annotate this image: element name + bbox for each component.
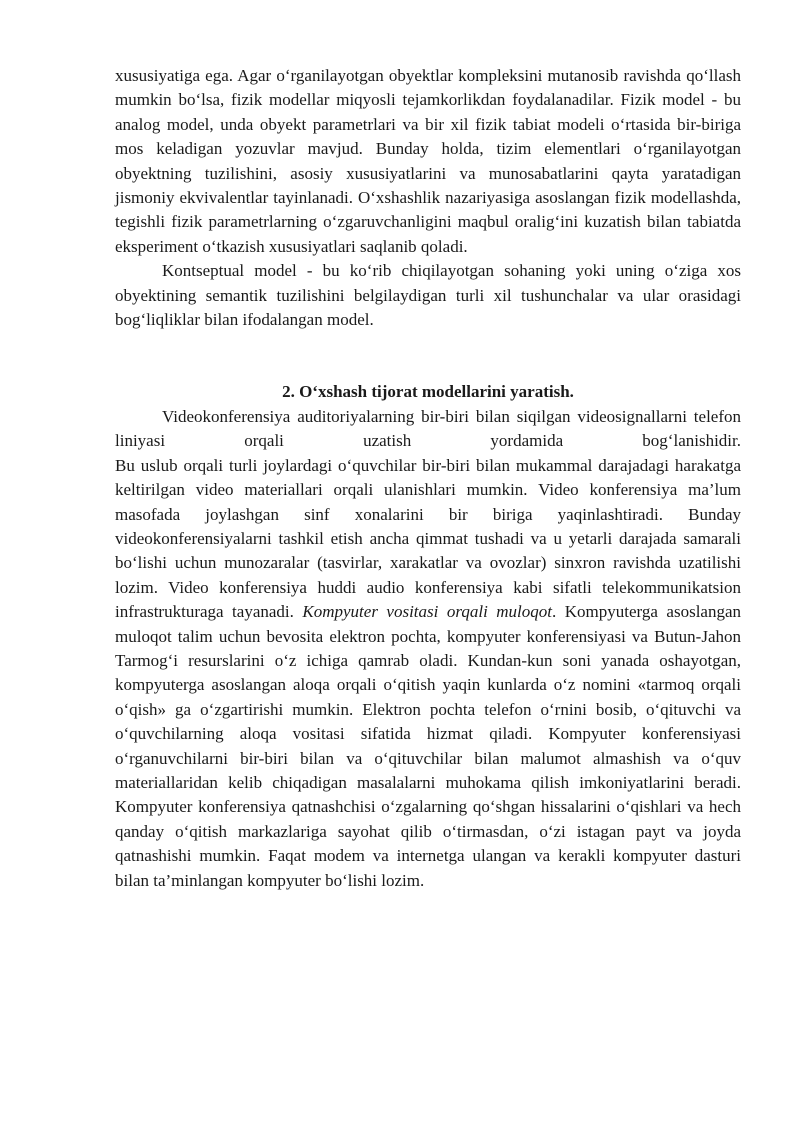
paragraph-conceptual-model: Kontseptual model - bu ko‘rib chiqilayotgan sohaning yoki uning o‘ziga xos obyektining semantik tuzilishini belgilaydigan turli xil tushunchalar va ular orasidagi bog‘liqliklar bilan ifodalangan model. <box>115 261 741 330</box>
document-page <box>115 64 741 893</box>
paragraph-physical-model: xususiyatiga ega. Agar o‘rganilayotgan obyektlar kompleksini mutanosib ravishda qo‘llash mumkin bo‘lsa, fizik modellar miqyosli tejamkorlikdan foydalanadilar. Fizik model - bu analog model, unda obyekt parametrlari va bir xil fizik tabiat modeli o‘rtasida bir-biriga mos keladigan yozuvlar mavjud. Bunday holda, tizim elementlari o‘rganilayotgan obyektning tuzilishini, asosiy xususiyatlarini va munosabatlarini qayta yaratadigan jismoniy ekvivalentlar tayinlanadi. O‘xshashlik nazariyasiga asoslangan fizik modellashda, tegishli fizik parametrlarning o‘zgaruvchanligini maqbul oralig‘ini kuzatish bilan tabiatda eksperiment o‘tkazish xususiyatlari saqlanib qoladi. <box>115 66 741 256</box>
section-heading: 2. O‘xshash tijorat modellarini yaratish. <box>282 382 574 402</box>
paragraph-videoconference-body <box>115 454 741 893</box>
paragraph-videoconference-intro: Videokonferensiya auditoriyalarning bir-biri bilan siqilgan videosignallarni telefon liniyasi orqali uzatish yordamida bog‘lanishidir. <box>115 406 741 451</box>
computer-communication-text: . Kompyuterga asoslangan muloqot talim uchun bevosita elektron pochta, kompyuter konferensiyasi va Butun-Jahon Tarmog‘i resurslarini o‘z ichiga qamrab oladi. Kundan-kun soni yanada oshayotgan, kompyuterga asoslangan aloqa orqali o‘qitish yaqin kunlarda o‘z nomini «tarmoq orqali o‘qish» ga o‘zgartirishi mumkin. Elektron pochta telefon o‘rnini bosib, o‘qituvchi va o‘quvchilarning aloqa vositasi sifatida hizmat qiladi. Kompyuter konferensiyasi o‘rganuvchilarni bir-biri bilan va o‘qituvchilar bilan malumot almashish va o‘quv materiallaridan kelib chiqadigan masalalarni muhokama qilish imkoniyatlarini beradi. Kompyuter konferensiya qatnashchisi o‘zgalarning qo‘shgan hissalarini o‘qishlari va hech qanday o‘qitish markazlariga sayohat qilib o‘tirmasdan, o‘zi istagan payt va joyda qatnashishi mumkin. Faqat modem va internetga ulangan va kerakli kompyuter dasturi bilan ta’minlangan kompyuter bo‘lishi lozim. <box>115 602 742 890</box>
italic-term: Kompyuter vositasi orqali muloqot <box>302 602 553 622</box>
videoconference-text: Bu uslub orqali turli joylardagi o‘quvchilar bir-biri bilan mukammal darajadagi harakatga keltirilgan video materiallari orqali ulanishlari mumkin. Video konferensiya ma’lum masofada joylashgan sinf xonalarini bir biriga yaqinlashtiradi. Bunday videokonferensiyalarni tashkil etish ancha qimmat tushadi va u yetarli darajada samarali bo‘lishi uchun munozaralar (tasvirlar, xarakatlar va ovozlar) sinxron ravishda uzatilishi lozim. Video konferensiya huddi audio konferensiya kabi sifatli telekommunikatsion infrastrukturaga tayanadi. <box>115 455 741 622</box>
